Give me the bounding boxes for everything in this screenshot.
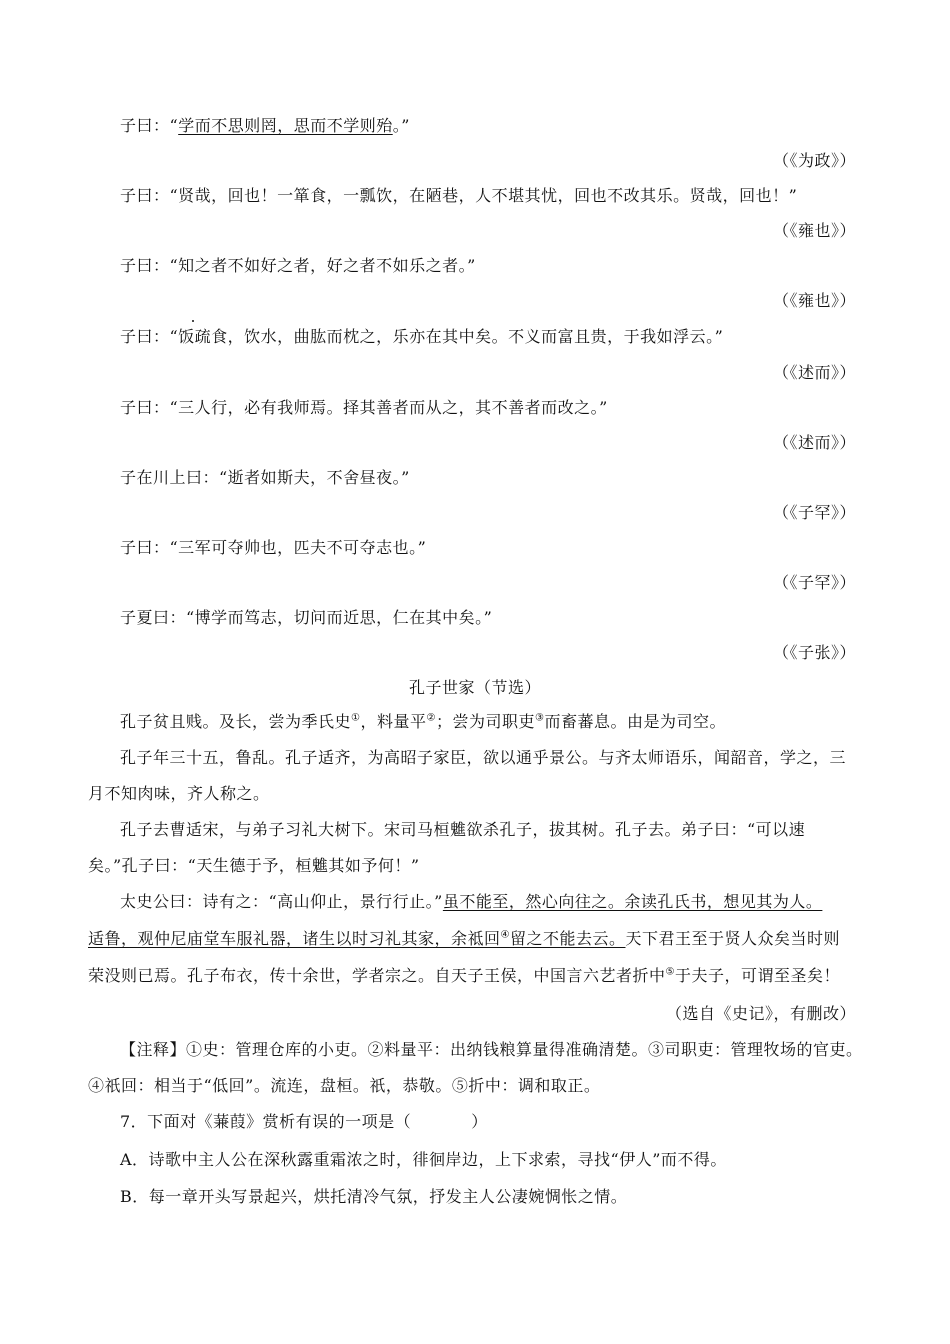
emphasis-dot [192,320,194,322]
quote-1-source: （《为政》） [772,151,856,170]
p4-l3-text-a: 荣没则已焉。孔子布衣，传十余世，学者宗之。自天子王侯，中国言六艺者折中 [88,966,666,985]
shijia-paragraph-3-line-1: 孔子去曹适宋，与弟子习礼大树下。宋司马桓魋欲杀孔子，拔其树。孔子去。弟子曰：“可以速 [120,820,806,839]
p4-l2-underlined [88,929,626,948]
option-a: A．诗歌中主人公在深秋露重霜浓之时，徘徊岸边，上下求索，寻找“伊人”而不得。 [120,1150,727,1169]
notes-line-2: ④祇回：相当于“低回”。流连，盘桓。祇，恭敬。⑤折中：调和取正。 [88,1076,601,1095]
section-title: 孔子世家（节选） [408,678,541,697]
p1-text-c: ；尝为司职吏 [435,712,535,731]
shijia-paragraph-4-line-3 [88,965,840,987]
shijia-paragraph-2-line-1: 孔子年三十五，鲁乱。孔子适齐，为高昭子家臣，欲以通乎景公。与齐太师语乐，闻韶音，学之，三 [120,748,847,767]
notes-line-1: 【注释】①史：管理仓库的小吏。②料量平：出纳钱粮算量得准确清楚。③司职吏：管理牧场的官吏。 [120,1040,863,1059]
note-ref-5: ⑤ [665,966,675,978]
note-ref-3: ③ [534,712,545,724]
quote-1-end: 。” [392,116,410,135]
note-ref-4: ④ [500,929,510,941]
quote-6: 子在川上曰：“逝者如斯夫，不舍昼夜。” [120,468,410,487]
p4-l1-underlined: 虽不能至，然心向往之。余读孔氏书，想见其为人。 [442,892,823,911]
quote-8: 子夏曰：“博学而笃志，切问而近思，仁在其中矣。” [120,608,493,627]
quote-5-source: （《述而》） [772,433,856,452]
shijia-paragraph-4-line-1 [120,891,822,913]
shijia-paragraph-1 [120,711,726,733]
quote-1 [120,115,410,137]
note-ref-2: ② [426,712,436,724]
p4-l2-plain: 天下君王至于贤人众矣当时则 [625,929,841,948]
shijia-source: （选自《史记》，有删改） [665,1004,856,1023]
question-stem-end: ） [471,1112,488,1131]
option-b: B．每一章开头写景起兴，烘托清冷气氛，抒发主人公凄婉惆怅之情。 [120,1187,628,1206]
quote-4: 子曰：“饭疏食，饮水，曲肱而枕之，乐亦在其中矣。不义而富且贵，于我如浮云。” [120,327,724,346]
question-7 [120,1111,488,1133]
question-stem: 7．下面对《蒹葭》赏析有误的一项是（ [120,1112,412,1131]
quote-2-source: （《雍也》） [772,221,856,240]
p1-text-a: 孔子贫且贱。及长，尝为季氏史 [120,712,352,731]
note-ref-1: ① [351,712,361,724]
quote-1-underlined: 学而不思则罔，思而不学则殆 [178,116,393,135]
quote-3: 子曰：“知之者不如好之者，好之者不如乐之者。” [120,256,476,275]
quote-6-source: （《子罕》） [772,503,856,522]
quote-8-source: （《子张》） [772,643,856,662]
shijia-paragraph-2-line-2: 月不知肉味，齐人称之。 [88,784,270,803]
quote-1-speaker: 子曰：“ [120,116,179,135]
shijia-paragraph-3-line-2: 矣。”孔子曰：“天生德于予，桓魋其如予何！” [88,856,420,875]
p4-l2-text-a: 适鲁，观仲尼庙堂车服礼器，诸生以时习礼其家，余祗回 [88,929,501,948]
quote-3-source: （《雍也》） [772,291,856,310]
quote-7-source: （《子罕》） [772,573,856,592]
quote-5: 子曰：“三人行，必有我师焉。择其善者而从之，其不善者而改之。” [120,398,608,417]
p1-text-d: 而畜蕃息。由是为司空。 [544,712,726,731]
shijia-paragraph-4-line-2 [88,928,840,950]
p4-l1-plain: 太史公曰：诗有之：“高山仰止，景行行止。” [120,892,443,911]
quote-7: 子曰：“三军可夺帅也，匹夫不可夺志也。” [120,538,427,557]
quote-4-source: （《述而》） [772,363,856,382]
p4-l2-text-b: 留之不能去云。 [509,929,626,948]
p1-text-b: ，料量平 [360,712,427,731]
p4-l3-text-b: 于夫子，可谓至圣矣！ [674,966,840,985]
quote-2: 子曰：“贤哉，回也！一箪食，一瓢饮，在陋巷，人不堪其忧，回也不改其乐。贤哉，回也！” [120,186,798,205]
